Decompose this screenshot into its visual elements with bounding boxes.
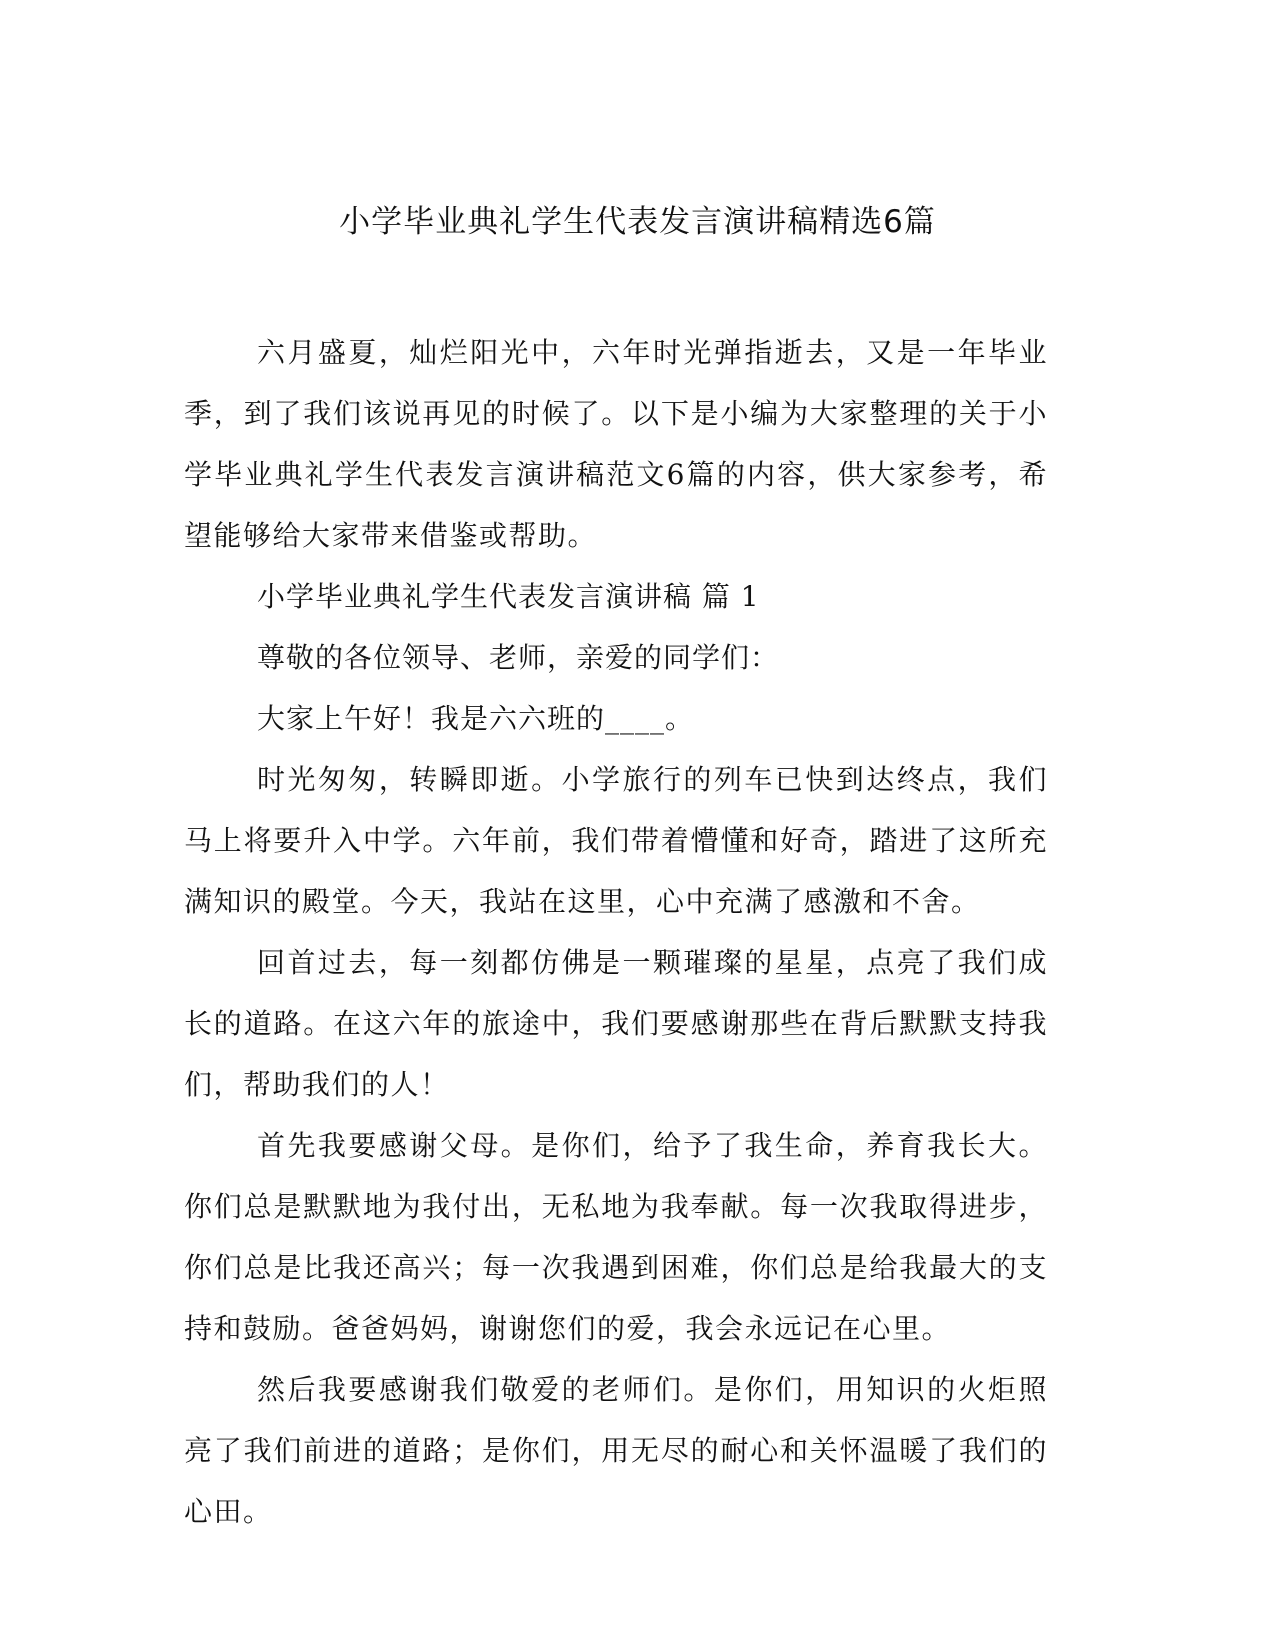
intro-paragraph: 六月盛夏，灿烂阳光中，六年时光弹指逝去，又是一年毕业季，到了我们该说再见的时候了。以下是小编为大家整理的关于小学毕业典礼学生代表发言演讲稿范文6篇的内容，供大家参考，希望能够给大家带来借鉴或帮助。: [184, 336, 1048, 552]
body-paragraph: 首先我要感谢父母。是你们，给予了我生命，养育我长大。你们总是默默地为我付出，无私地为我奉献。每一次我取得进步，你们总是比我还高兴；每一次我遇到困难，你们总是给我最大的支持和鼓励。爸爸妈妈，谢谢您们的爱，我会永远记在心里。: [184, 1129, 1048, 1345]
greeting-line: 大家上午好！我是六六班的____。: [257, 702, 695, 735]
document-body: [184, 322, 1048, 1542]
body-paragraph: 回首过去，每一刻都仿佛是一颗璀璨的星星，点亮了我们成长的道路。在这六年的旅途中，我们要感谢那些在背后默默支持我们，帮助我们的人！: [184, 946, 1048, 1101]
body-paragraph: 然后我要感谢我们敬爱的老师们。是你们，用知识的火炬照亮了我们前进的道路；是你们，用无尽的耐心和关怀温暖了我们的心田。: [184, 1373, 1048, 1528]
document-title: 小学毕业典礼学生代表发言演讲稿精选6篇: [339, 204, 936, 240]
salutation: 尊敬的各位领导、老师，亲爱的同学们：: [257, 641, 780, 674]
body-paragraph: 时光匆匆，转瞬即逝。小学旅行的列车已快到达终点，我们马上将要升入中学。六年前，我们带着懵懂和好奇，踏进了这所充满知识的殿堂。今天，我站在这里，心中充满了感激和不舍。: [184, 763, 1048, 918]
section-heading: 小学毕业典礼学生代表发言演讲稿 篇 1: [257, 580, 760, 613]
